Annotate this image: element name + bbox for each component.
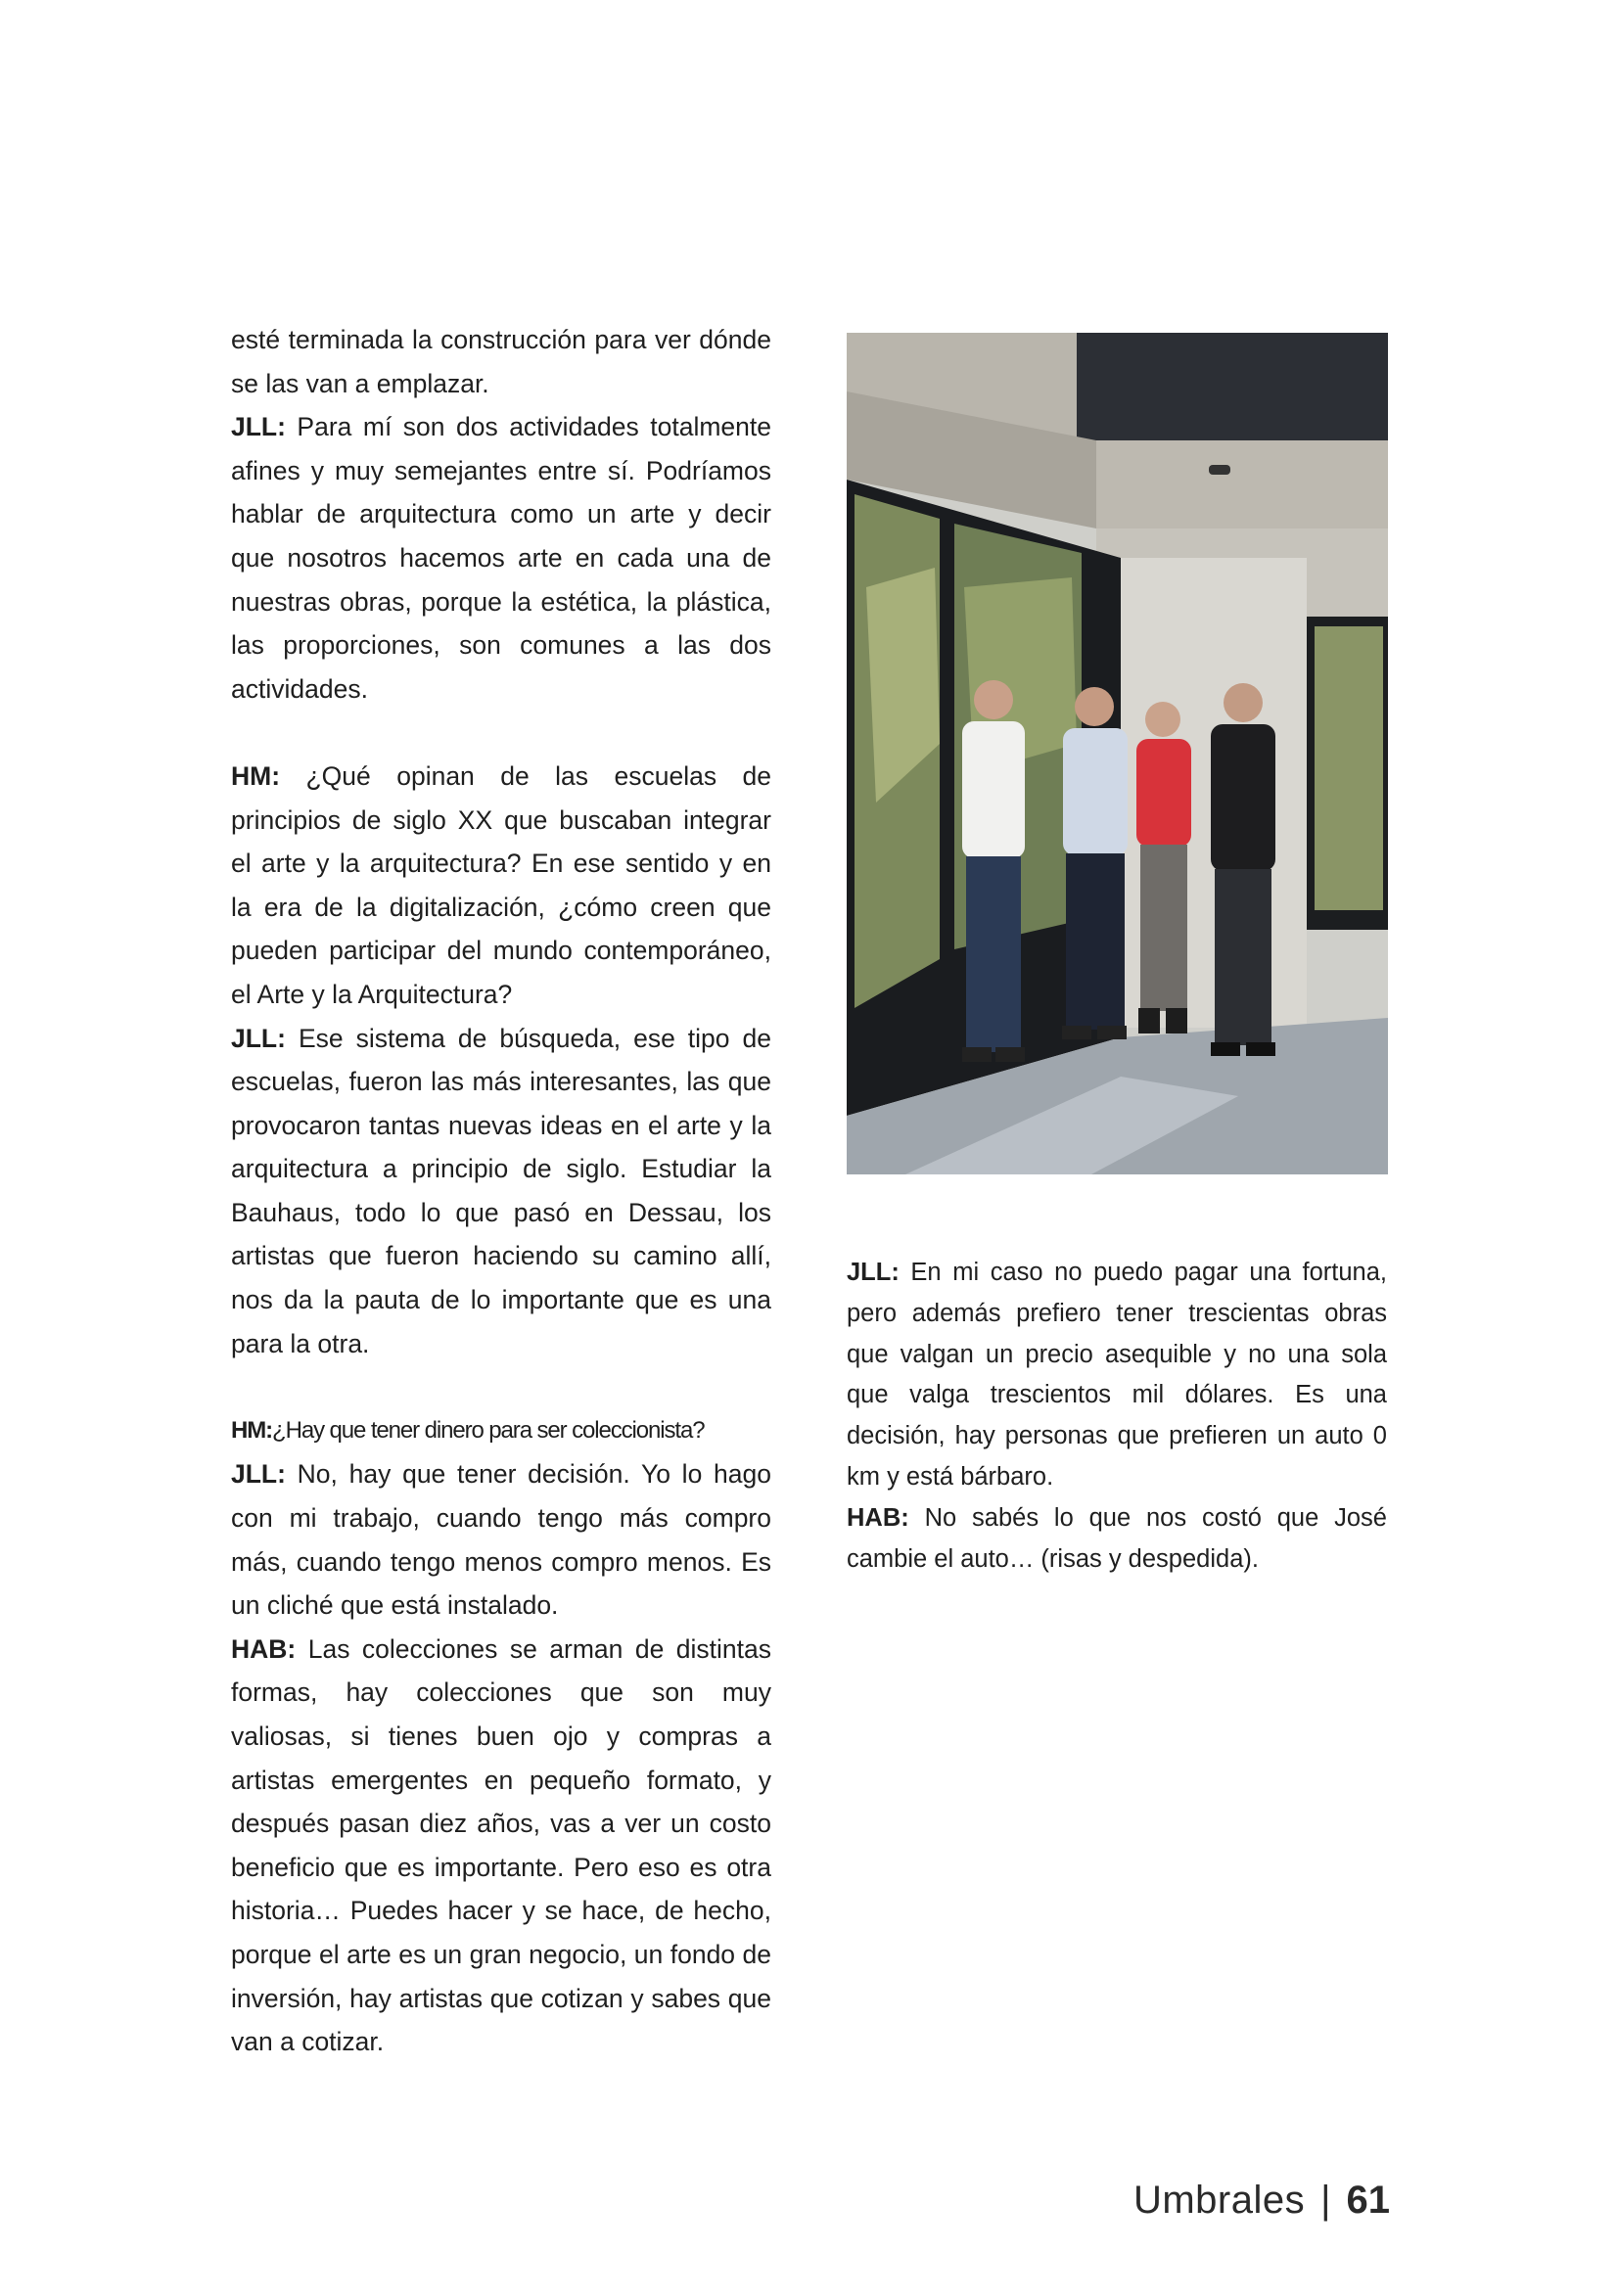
speaker-label: HAB:	[847, 1503, 909, 1532]
page-footer	[1116, 2171, 1390, 2229]
paragraph	[231, 318, 771, 405]
paragraph	[231, 1628, 771, 2064]
publication-name: Umbrales	[1132, 2178, 1306, 2222]
paragraph	[231, 1017, 771, 1366]
speaker-label: HAB:	[231, 1633, 297, 1664]
paragraph-text: Las colecciones se arman de distintas formas, hay colecciones que son muy valiosas, si tienes buen ojo y compras a artistas emergentes en pequeño formato, y después pasan diez años, vas a ver un costo beneficio que es importante. Pero eso es otra historia… Puedes hacer y se hace, de hecho, porque el arte es un gran negocio, un fondo de inversión, hay artistas que cotizan y sabes que van a cotizar.	[231, 1633, 771, 2057]
paragraph-text: No sabés lo que nos costó que José cambie el auto… (risas y despedida).	[847, 1503, 1387, 1573]
paragraph-text: No, hay que tener decisión. Yo lo hago con mi trabajo, cuando tengo más compro más, cuando tengo menos compro menos. Es un cliché que está instalado.	[231, 1459, 771, 1621]
paragraph	[231, 405, 771, 711]
speaker-label: JLL:	[847, 1259, 900, 1286]
paragraph-text: Para mí son dos actividades totalmente afines y muy semejantes entre sí. Podríamos hablar de arquitectura como un arte y decir que nosotros hacemos arte en cada una de nuestras obras, porque la estética, la plástica, las proporciones, son comunes a las dos actividades.	[231, 412, 771, 704]
speaker-label: HM:	[231, 760, 281, 791]
speaker-label: JLL:	[231, 412, 286, 442]
paragraph-text: Ese sistema de búsqueda, ese tipo de escuelas, fueron las más interesantes, las que provocaron tantas nuevas ideas en el arte y la arquitectura a principio de siglo. Estudiar la Bauhaus, todo lo que pasó en Dessau, los artistas que fueron haciendo su camino allí, nos da la pauta de lo importante que es una para la otra.	[231, 1023, 771, 1358]
paragraph	[231, 1409, 771, 1453]
speaker-label: JLL:	[231, 1023, 286, 1053]
speaker-label: HM:	[231, 1416, 273, 1444]
group-photo	[847, 333, 1388, 1174]
footer-separator: |	[1320, 2178, 1331, 2222]
right-text-column	[847, 1253, 1387, 1580]
paragraph	[231, 755, 771, 1017]
paragraph	[231, 1452, 771, 1627]
paragraph-text: En mi caso no puedo pagar una fortuna, pero además prefiero tener trescientas obras que valgan un precio asequible y no una sola que valga trescientos mil dólares. Es una decisión, hay personas que prefieren un auto 0 km y está bárbaro.	[847, 1259, 1387, 1491]
photo-illustration	[847, 333, 1388, 1174]
paragraph	[847, 1253, 1387, 1498]
paragraph	[847, 1498, 1387, 1581]
paragraph-text: esté terminada la construcción para ver dónde se las van a emplazar.	[231, 325, 771, 398]
paragraph-text: ¿Hay que tener dinero para ser coleccionista?	[272, 1416, 705, 1444]
speaker-label: JLL:	[231, 1459, 286, 1490]
paragraph-text: ¿Qué opinan de las escuelas de principios de siglo XX que buscaban integrar el arte y la arquitectura? En ese sentido y en la era de la digitalización, ¿cómo creen que pueden participar del mundo contemporáneo, el Arte y la Arquitectura?	[231, 760, 771, 1009]
page-number: 61	[1346, 2178, 1390, 2222]
left-text-column	[231, 318, 771, 2064]
